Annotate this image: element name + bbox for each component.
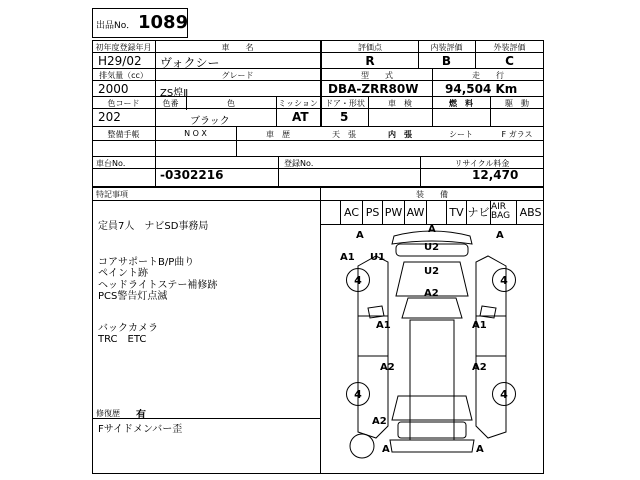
type-label: 型 式	[361, 71, 393, 80]
note-line	[98, 233, 217, 257]
year-value: H29/02	[98, 54, 142, 68]
notes-label: 特記事項	[96, 190, 128, 199]
score-label: 評価点	[358, 43, 382, 52]
doors-value: 5	[340, 110, 349, 124]
repair-history-label: 修復歴	[96, 409, 120, 418]
rear-glass-shape	[392, 396, 472, 420]
interior-score-label: 内装評価	[430, 43, 463, 52]
note-line: ヘッドライトステー補修跡	[98, 279, 218, 291]
damage-top-right: A	[496, 230, 504, 241]
mileage-label: 走 行	[472, 71, 504, 80]
glass-label: F ガラス	[501, 130, 533, 139]
nox-label: N O X	[184, 129, 207, 138]
lot-label: 出品No．	[96, 21, 136, 31]
equip-abs: ABS	[516, 200, 544, 224]
chassis-value: -0302216	[160, 168, 224, 182]
tire-front-left: 4	[346, 268, 370, 292]
damage-hood-u1: U1	[370, 252, 386, 263]
damage-roof-mid: A2	[424, 288, 439, 299]
damage-right-side-a2: A2	[472, 362, 487, 373]
car-diagram	[322, 226, 542, 472]
color-number-label: 色番	[162, 99, 179, 108]
color-label: 色	[227, 99, 235, 108]
equip-blank	[426, 200, 446, 224]
note-line: バックカメラ	[98, 322, 158, 334]
cc-value: 2000	[98, 82, 129, 96]
note-line: コアサポートB/P曲り	[98, 256, 195, 268]
seat-label: シート	[449, 130, 473, 139]
mission-label: ミッション	[278, 99, 318, 108]
notes-list	[98, 221, 217, 346]
damage-left-side-a2: A2	[380, 362, 395, 373]
model-label: 車 名	[221, 43, 254, 52]
damage-top-left: A	[356, 230, 364, 241]
rear-bumper-shape	[390, 440, 474, 452]
recycle-label: リサイクル料金	[454, 159, 510, 168]
inspection-label: 車 検	[388, 99, 412, 108]
recycle-value: 12,470	[472, 168, 519, 182]
equip-ps: PS	[362, 200, 382, 224]
registration-label: 登録No．	[284, 159, 319, 168]
equipment-label: 装 備	[416, 190, 448, 199]
mission-value: AT	[292, 110, 309, 124]
tire-front-right: 4	[492, 268, 516, 292]
cc-label: 排気量（cc）	[99, 71, 148, 80]
service-book-label: 整備手帳	[107, 130, 140, 139]
drive-label: 駆 動	[505, 99, 529, 108]
repair-history-value: 有	[136, 410, 146, 421]
interior-lining-label: 内 張	[388, 130, 412, 139]
mileage-value: 94,504 Km	[445, 82, 518, 96]
sunroof-label: 天 張	[332, 130, 356, 139]
color-value: ブラック	[190, 116, 230, 127]
exterior-score-value: C	[505, 54, 514, 68]
damage-front-bumper: U2	[424, 242, 440, 253]
damage-bottom-left: A	[382, 444, 390, 455]
damage-bottom-right: A	[476, 444, 484, 455]
equip-airbag: AIR BAG	[490, 200, 516, 224]
score-value: R	[365, 54, 375, 68]
lot-number: 1089	[138, 12, 189, 33]
note-line: PCS警告灯点滅	[98, 291, 168, 302]
equip-tv: TV	[446, 200, 466, 224]
windshield-shape	[402, 298, 462, 318]
equip-ac: AC	[340, 200, 362, 224]
damage-top-center: A	[428, 224, 436, 235]
equip-aw: AW	[404, 200, 426, 224]
damage-hood-left: A1	[340, 252, 355, 263]
tailgate-shape	[398, 422, 466, 438]
damage-right-side-a1: A1	[472, 320, 487, 331]
type-value: DBA-ZRR80W	[328, 82, 419, 96]
doors-label: ドア・形状	[325, 99, 365, 108]
tire-rear-right: 4	[492, 382, 516, 406]
tire-rear-left: 4	[346, 382, 370, 406]
history-label: 車 歴	[266, 130, 290, 139]
repair-detail: Fサイドメンバー歪	[98, 424, 183, 435]
grade-value: ZS煌Ⅱ	[160, 88, 189, 99]
fuel-label: 燃 料	[449, 99, 473, 108]
color-code-value: 202	[98, 110, 121, 124]
interior-score-value: B	[441, 54, 452, 68]
note-line: TRC ETC	[98, 334, 147, 345]
year-label: 初年度登録年月	[95, 43, 152, 52]
grade-label: グレード	[221, 71, 254, 80]
note-line: 定員7人 ナビSD事務局	[98, 221, 209, 232]
equip-pw: PW	[382, 200, 404, 224]
exterior-score-label: 外装評価	[493, 43, 526, 52]
spare-tire-shape	[350, 434, 374, 458]
chassis-label: 車台No．	[96, 159, 131, 168]
equip-navi: ナビ	[466, 200, 490, 224]
damage-roof-top: U2	[424, 266, 440, 277]
note-line	[98, 303, 217, 323]
damage-rear-left: A2	[372, 416, 387, 427]
model-value: ヴォクシー	[160, 56, 220, 70]
damage-left-side-a1: A1	[376, 320, 391, 331]
note-line: ペイント跡	[98, 268, 148, 279]
color-code-label: 色コード	[107, 99, 140, 108]
